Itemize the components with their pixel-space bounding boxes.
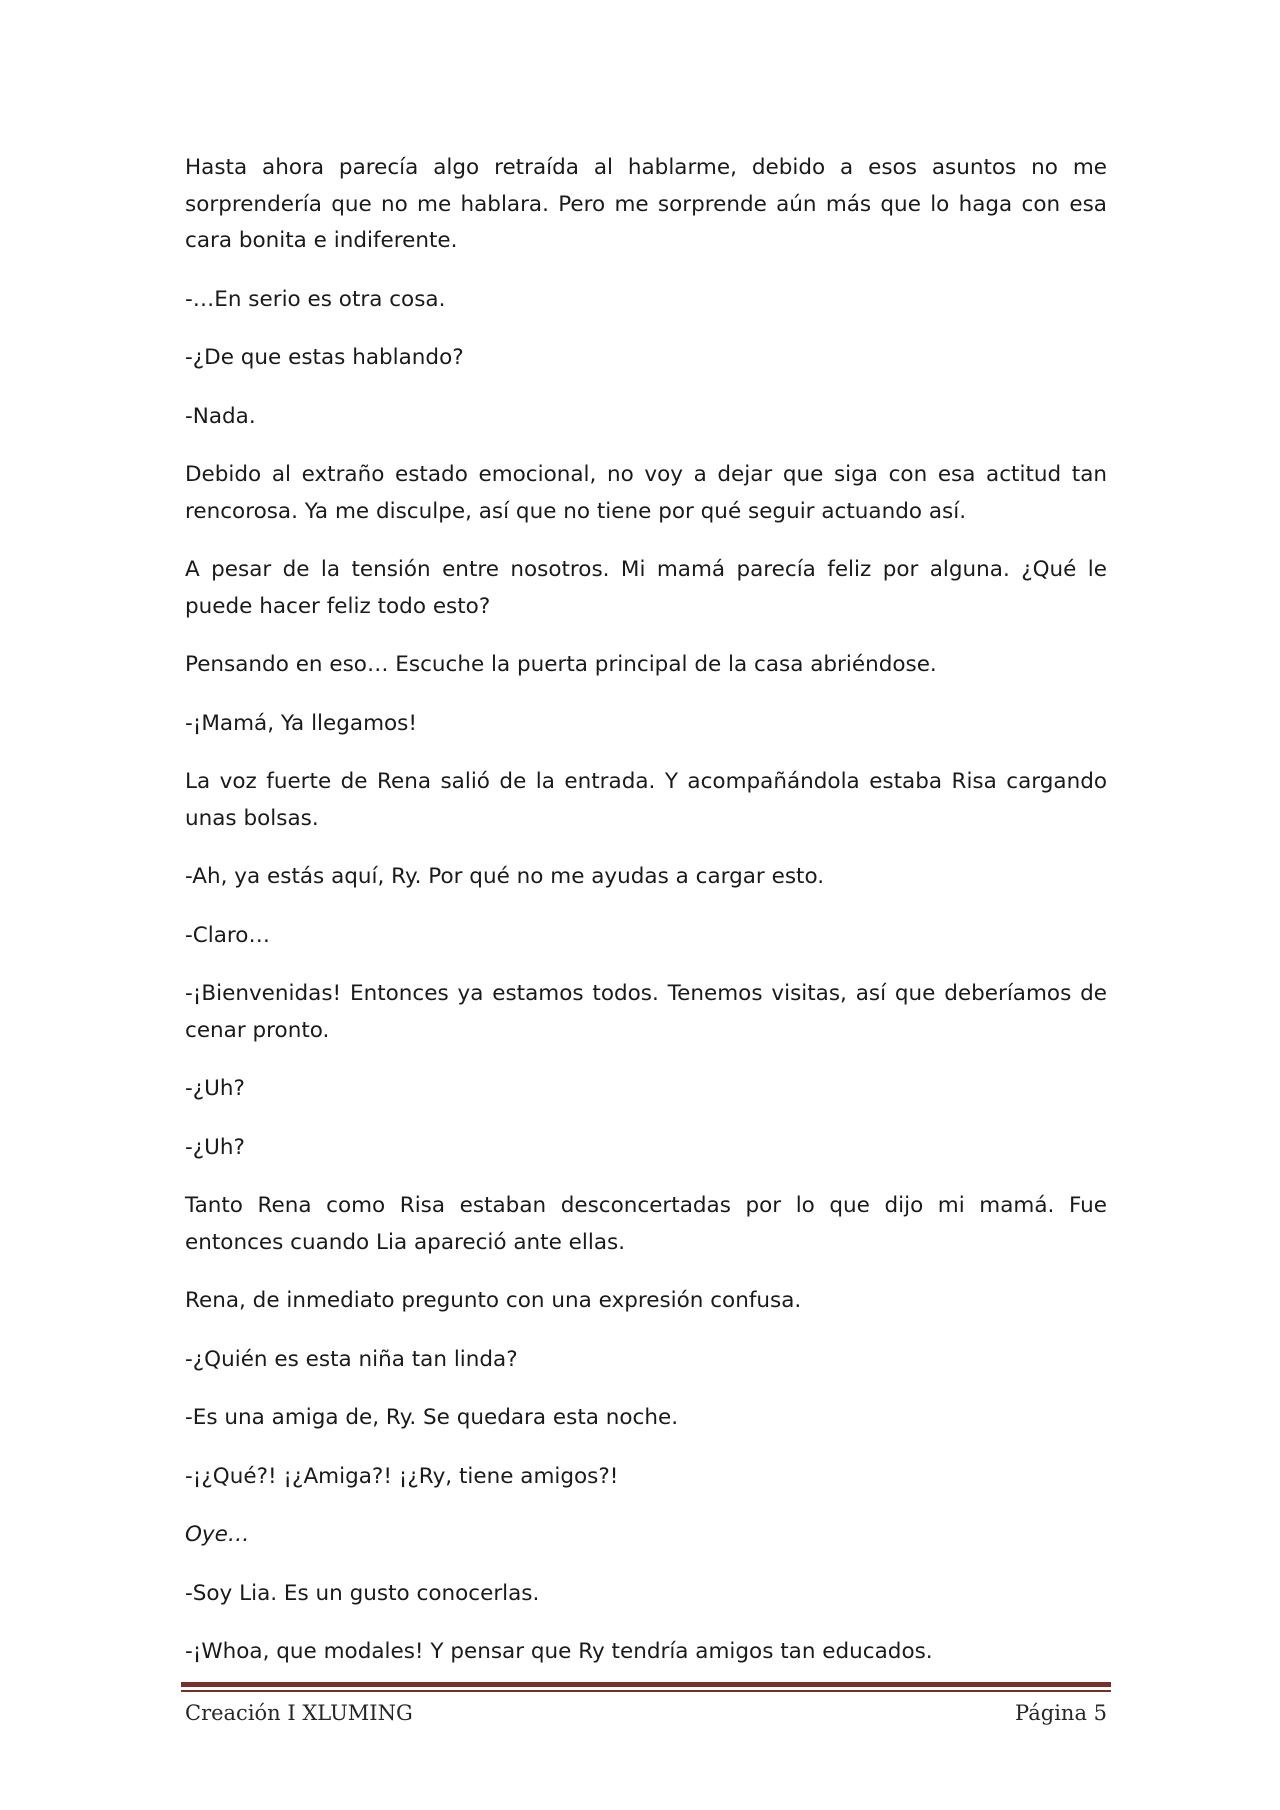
paragraph: -¡Mamá, Ya llegamos! <box>185 710 417 736</box>
paragraph: -…En serio es otra cosa. <box>185 286 446 312</box>
paragraph: La voz fuerte de Rena salió de la entrada. Y acompañándola estaba Risa cargando unas bolsas. <box>185 769 1107 831</box>
paragraph: Debido al extraño estado emocional, no voy a dejar que siga con esa actitud tan rencorosa. Ya me disculpe, así que no tiene por qué seguir actuando así. <box>185 462 1107 524</box>
paragraph: A pesar de la tensión entre nosotros. Mi mamá parecía feliz por alguna. ¿Qué le puede hacer feliz todo esto? <box>185 557 1107 619</box>
paragraph: -¿Quién es esta niña tan linda? <box>185 1346 518 1372</box>
paragraph: -¡Bienvenidas! Entonces ya estamos todos. Tenemos visitas, así que deberíamos de cenar pronto. <box>185 981 1107 1043</box>
footer-rule-thick <box>181 1682 1111 1687</box>
paragraph: Pensando en eso… Escuche la puerta principal de la casa abriéndose. <box>185 652 937 677</box>
paragraph: -¡Whoa, que modales! Y pensar que Ry tendría amigos tan educados. <box>185 1639 933 1664</box>
paragraph: -Soy Lia. Es un gusto conocerlas. <box>185 1580 540 1606</box>
paragraph: -Claro… <box>185 922 270 948</box>
paragraph: -¡¿Qué?! ¡¿Amiga?! ¡¿Ry, tiene amigos?! <box>185 1463 619 1489</box>
paragraph-italic: Oye… <box>185 1522 250 1547</box>
paragraph: -Es una amiga de, Ry. Se quedara esta noche. <box>185 1405 679 1430</box>
paragraph: -¿Uh? <box>185 1076 245 1101</box>
footer-rule-thin <box>181 1690 1111 1692</box>
paragraph: Tanto Rena como Risa estaban desconcertadas por lo que dijo mi mamá. Fue entonces cuando Lia apareció ante ellas. <box>185 1193 1107 1255</box>
footer-credit: Creación I XLUMING <box>185 1701 413 1725</box>
paragraph: Hasta ahora parecía algo retraída al hablarme, debido a esos asuntos no me sorprendería que no me hablara. Pero me sorprende aún más que lo haga con esa cara bonita e indiferente. <box>185 155 1107 253</box>
paragraph: -Nada. <box>185 403 256 429</box>
page-body <box>185 150 1107 1693</box>
page-number: Página 5 <box>1015 1701 1107 1725</box>
paragraph: -Ah, ya estás aquí, Ry. Por qué no me ayudas a cargar esto. <box>185 864 825 889</box>
paragraph: Rena, de inmediato pregunto con una expresión confusa. <box>185 1288 802 1313</box>
paragraph: -¿De que estas hablando? <box>185 345 464 370</box>
paragraph: -¿Uh? <box>185 1134 245 1160</box>
page-footer <box>185 1696 1107 1730</box>
